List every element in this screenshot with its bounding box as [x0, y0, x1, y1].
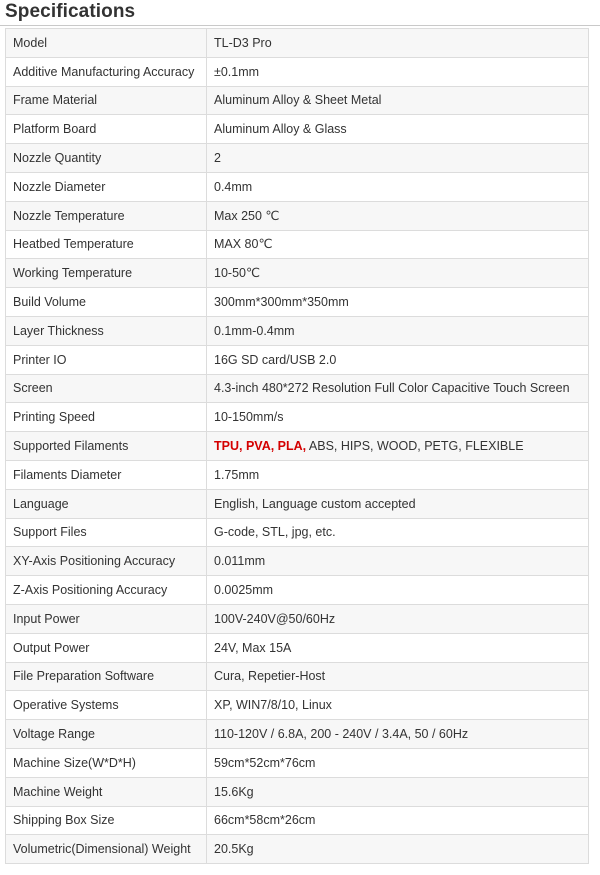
- spec-value: Cura, Repetier-Host: [207, 662, 589, 691]
- spec-label: Supported Filaments: [6, 432, 207, 461]
- spec-row-software: [6, 662, 589, 691]
- spec-label: Z-Axis Positioning Accuracy: [6, 576, 207, 605]
- spec-label: Nozzle Temperature: [6, 201, 207, 230]
- spec-row-machine-weight: [6, 777, 589, 806]
- spec-value: 300mm*300mm*350mm: [207, 288, 589, 317]
- spec-value: [207, 432, 589, 461]
- spec-label: Output Power: [6, 633, 207, 662]
- spec-label: Layer Thickness: [6, 316, 207, 345]
- spec-row-screen: [6, 374, 589, 403]
- spec-label: Heatbed Temperature: [6, 230, 207, 259]
- spec-label: Input Power: [6, 604, 207, 633]
- spec-value: 15.6Kg: [207, 777, 589, 806]
- spec-label: Working Temperature: [6, 259, 207, 288]
- spec-label: Machine Size(W*D*H): [6, 748, 207, 777]
- title-bar: [0, 0, 600, 26]
- spec-row-z-accuracy: [6, 576, 589, 605]
- spec-label: Voltage Range: [6, 720, 207, 749]
- highlighted-filaments: TPU, PVA, PLA,: [214, 439, 307, 454]
- spec-label: Additive Manufacturing Accuracy: [6, 57, 207, 86]
- spec-row-printer-io: [6, 345, 589, 374]
- spec-row-filaments-diameter: [6, 460, 589, 489]
- spec-value: English, Language custom accepted: [207, 489, 589, 518]
- spec-value: 1.75mm: [207, 460, 589, 489]
- spec-label: Machine Weight: [6, 777, 207, 806]
- spec-value: 10-150mm/s: [207, 403, 589, 432]
- spec-row-heatbed-temperature: [6, 230, 589, 259]
- spec-value: 100V-240V@50/60Hz: [207, 604, 589, 633]
- spec-label: Build Volume: [6, 288, 207, 317]
- spec-value: 0.4mm: [207, 172, 589, 201]
- spec-value: TL-D3 Pro: [207, 29, 589, 58]
- spec-value: 10-50℃: [207, 259, 589, 288]
- other-filaments: ABS, HIPS, WOOD, PETG, FLEXIBLE: [306, 439, 524, 454]
- spec-row-machine-size: [6, 748, 589, 777]
- spec-row-model: [6, 29, 589, 58]
- spec-label: File Preparation Software: [6, 662, 207, 691]
- spec-row-build-volume: [6, 288, 589, 317]
- spec-row-nozzle-quantity: [6, 144, 589, 173]
- spec-label: Printing Speed: [6, 403, 207, 432]
- spec-row-accuracy: [6, 57, 589, 86]
- spec-value: 66cm*58cm*26cm: [207, 806, 589, 835]
- spec-label: Nozzle Quantity: [6, 144, 207, 173]
- spec-label: Language: [6, 489, 207, 518]
- spec-label: Support Files: [6, 518, 207, 547]
- spec-row-input-power: [6, 604, 589, 633]
- spec-value: 4.3-inch 480*272 Resolution Full Color Capacitive Touch Screen: [207, 374, 589, 403]
- spec-row-shipping-box-size: [6, 806, 589, 835]
- spec-row-output-power: [6, 633, 589, 662]
- spec-value: Aluminum Alloy & Glass: [207, 115, 589, 144]
- spec-row-printing-speed: [6, 403, 589, 432]
- spec-label: Filaments Diameter: [6, 460, 207, 489]
- spec-label: Volumetric(Dimensional) Weight: [6, 835, 207, 864]
- spec-value: 16G SD card/USB 2.0: [207, 345, 589, 374]
- spec-row-layer-thickness: [6, 316, 589, 345]
- spec-row-operative-systems: [6, 691, 589, 720]
- spec-label: Platform Board: [6, 115, 207, 144]
- spec-label: XY-Axis Positioning Accuracy: [6, 547, 207, 576]
- spec-label: Printer IO: [6, 345, 207, 374]
- spec-label: Model: [6, 29, 207, 58]
- spec-row-xy-accuracy: [6, 547, 589, 576]
- spec-value: XP, WIN7/8/10, Linux: [207, 691, 589, 720]
- spec-row-nozzle-temperature: [6, 201, 589, 230]
- page-title: Specifications: [5, 1, 136, 22]
- spec-row-volumetric-weight: [6, 835, 589, 864]
- spec-value: G-code, STL, jpg, etc.: [207, 518, 589, 547]
- spec-label: Frame Material: [6, 86, 207, 115]
- spec-value: Max 250 ℃: [207, 201, 589, 230]
- spec-label: Nozzle Diameter: [6, 172, 207, 201]
- spec-row-working-temperature: [6, 259, 589, 288]
- spec-value: Aluminum Alloy & Sheet Metal: [207, 86, 589, 115]
- spec-value: MAX 80℃: [207, 230, 589, 259]
- spec-label: Screen: [6, 374, 207, 403]
- spec-value: 0.1mm-0.4mm: [207, 316, 589, 345]
- spec-value: 0.0025mm: [207, 576, 589, 605]
- spec-value: 110-120V / 6.8A, 200 - 240V / 3.4A, 50 / 60Hz: [207, 720, 589, 749]
- spec-value: 59cm*52cm*76cm: [207, 748, 589, 777]
- specifications-table: [5, 28, 589, 864]
- spec-value: 20.5Kg: [207, 835, 589, 864]
- spec-value: ±0.1mm: [207, 57, 589, 86]
- spec-row-voltage-range: [6, 720, 589, 749]
- spec-row-support-files: [6, 518, 589, 547]
- spec-row-supported-filaments: [6, 432, 589, 461]
- spec-row-language: [6, 489, 589, 518]
- spec-row-nozzle-diameter: [6, 172, 589, 201]
- spec-label: Operative Systems: [6, 691, 207, 720]
- spec-value: 2: [207, 144, 589, 173]
- spec-value: 24V, Max 15A: [207, 633, 589, 662]
- spec-row-platform-board: [6, 115, 589, 144]
- spec-label: Shipping Box Size: [6, 806, 207, 835]
- spec-value: 0.011mm: [207, 547, 589, 576]
- spec-row-frame-material: [6, 86, 589, 115]
- specifications-table-body: [6, 29, 589, 864]
